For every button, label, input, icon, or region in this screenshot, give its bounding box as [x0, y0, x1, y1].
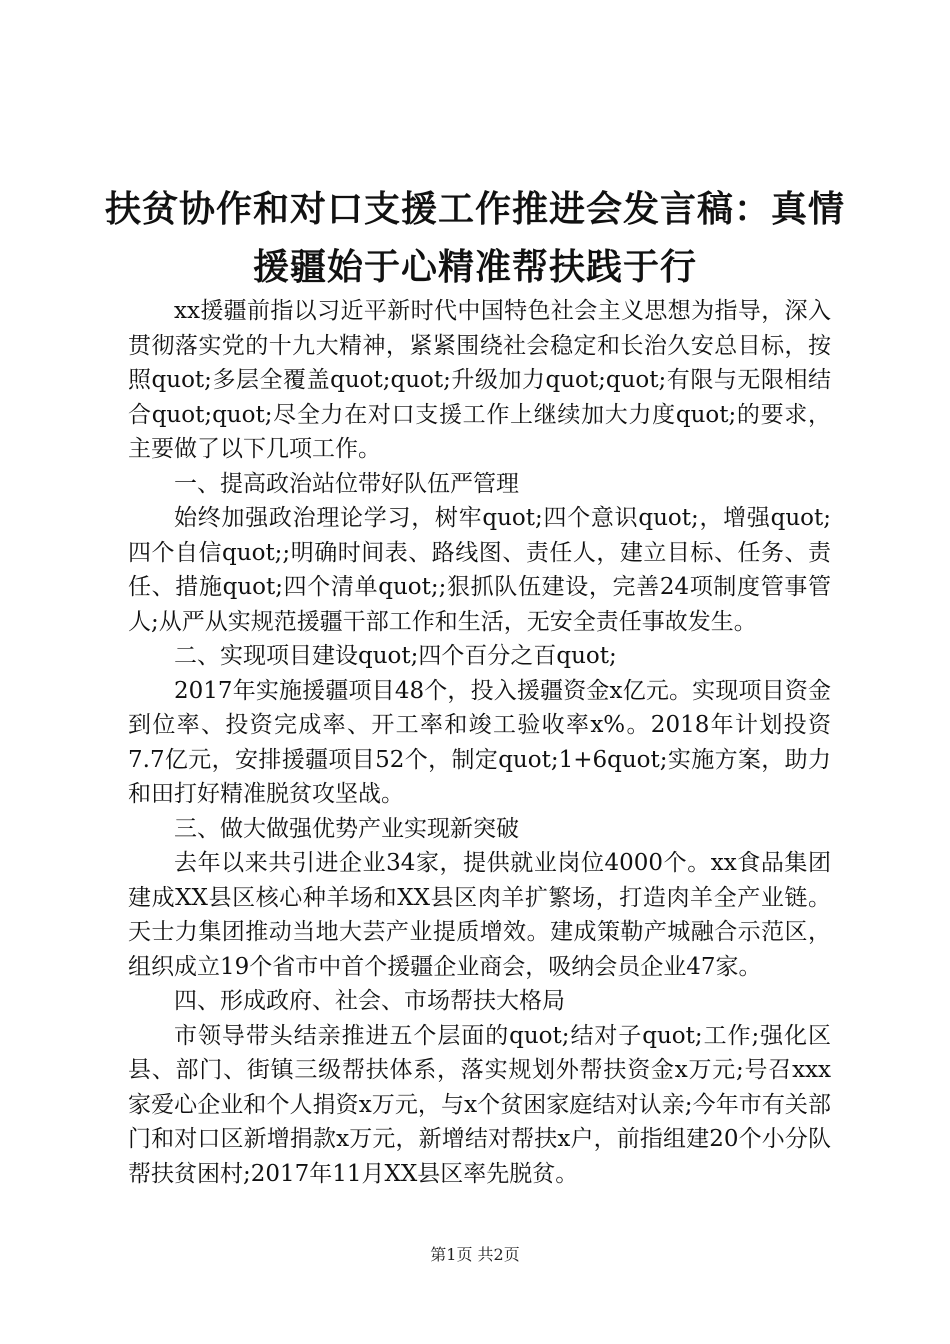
section-heading-3: 三、做大做强优势产业实现新突破 — [174, 815, 519, 842]
section-heading-2: 二、实现项目建设quot;四个百分之百quot; — [174, 643, 617, 669]
section-heading-4: 四、形成政府、社会、市场帮扶大格局 — [174, 988, 565, 1014]
page-number-footer: 第1页 共2页 — [430, 1245, 520, 1264]
document-title-line-1: 扶贫协作和对口支援工作推进会发言稿：真情 — [104, 189, 845, 230]
section-paragraph-3: 去年以来共引进企业34家，提供就业岗位4000个。xx食品集团建成XX县区核心种羊场和XX县区肉羊扩繁场，打造肉羊全产业链。天士力集团推动当地大芸产业提质增效。建成策勒产城融合示范区，组织成立19个省市中首个援疆企业商会，吸纳会员企业47家。 — [128, 850, 831, 980]
section-paragraph-1: 始终加强政治理论学习，树牢quot;四个意识quot;，增强quot;四个自信quot;;明确时间表、路线图、责任人，建立目标、任务、责任、措施quot;四个清单quot;;狠抓队伍建设，完善24项制度管事管人;从严从实规范援疆干部工作和生活，无安全责任事故发生。 — [128, 505, 831, 635]
document-body — [128, 294, 831, 1191]
document-title-line-2: 援疆始于心精准帮扶践于行 — [252, 247, 697, 288]
section-paragraph-4: 市领导带头结亲推进五个层面的quot;结对子quot;工作;强化区县、部门、街镇三级帮扶体系，落实规划外帮扶资金x万元;号召xxx家爱心企业和个人捐资x万元，与x个贫困家庭结对认亲;今年市有关部门和对口区新增捐款x万元，新增结对帮扶x户，前指组建20个小分队帮扶贫困村;2017年11月XX县区率先脱贫。 — [128, 1022, 831, 1187]
section-heading-1: 一、提高政治站位带好队伍严管理 — [174, 470, 519, 497]
section-paragraph-2: 2017年实施援疆项目48个，投入援疆资金x亿元。实现项目资金到位率、投资完成率、开工率和竣工验收率x%。2018年计划投资7.7亿元，安排援疆项目52个，制定quot;1+6quot;实施方案，助力和田打好精准脱贫攻坚战。 — [128, 677, 831, 807]
intro-paragraph: xx援疆前指以习近平新时代中国特色社会主义思想为指导，深入贯彻落实党的十九大精神，紧紧围绕社会稳定和长治久安总目标，按照quot;多层全覆盖quot;quot;升级加力quot;quot;有限与无限相结合quot;quot;尽全力在对口支援工作上继续加大力度quot;的要求，主要做了以下几项工作。 — [128, 298, 831, 462]
